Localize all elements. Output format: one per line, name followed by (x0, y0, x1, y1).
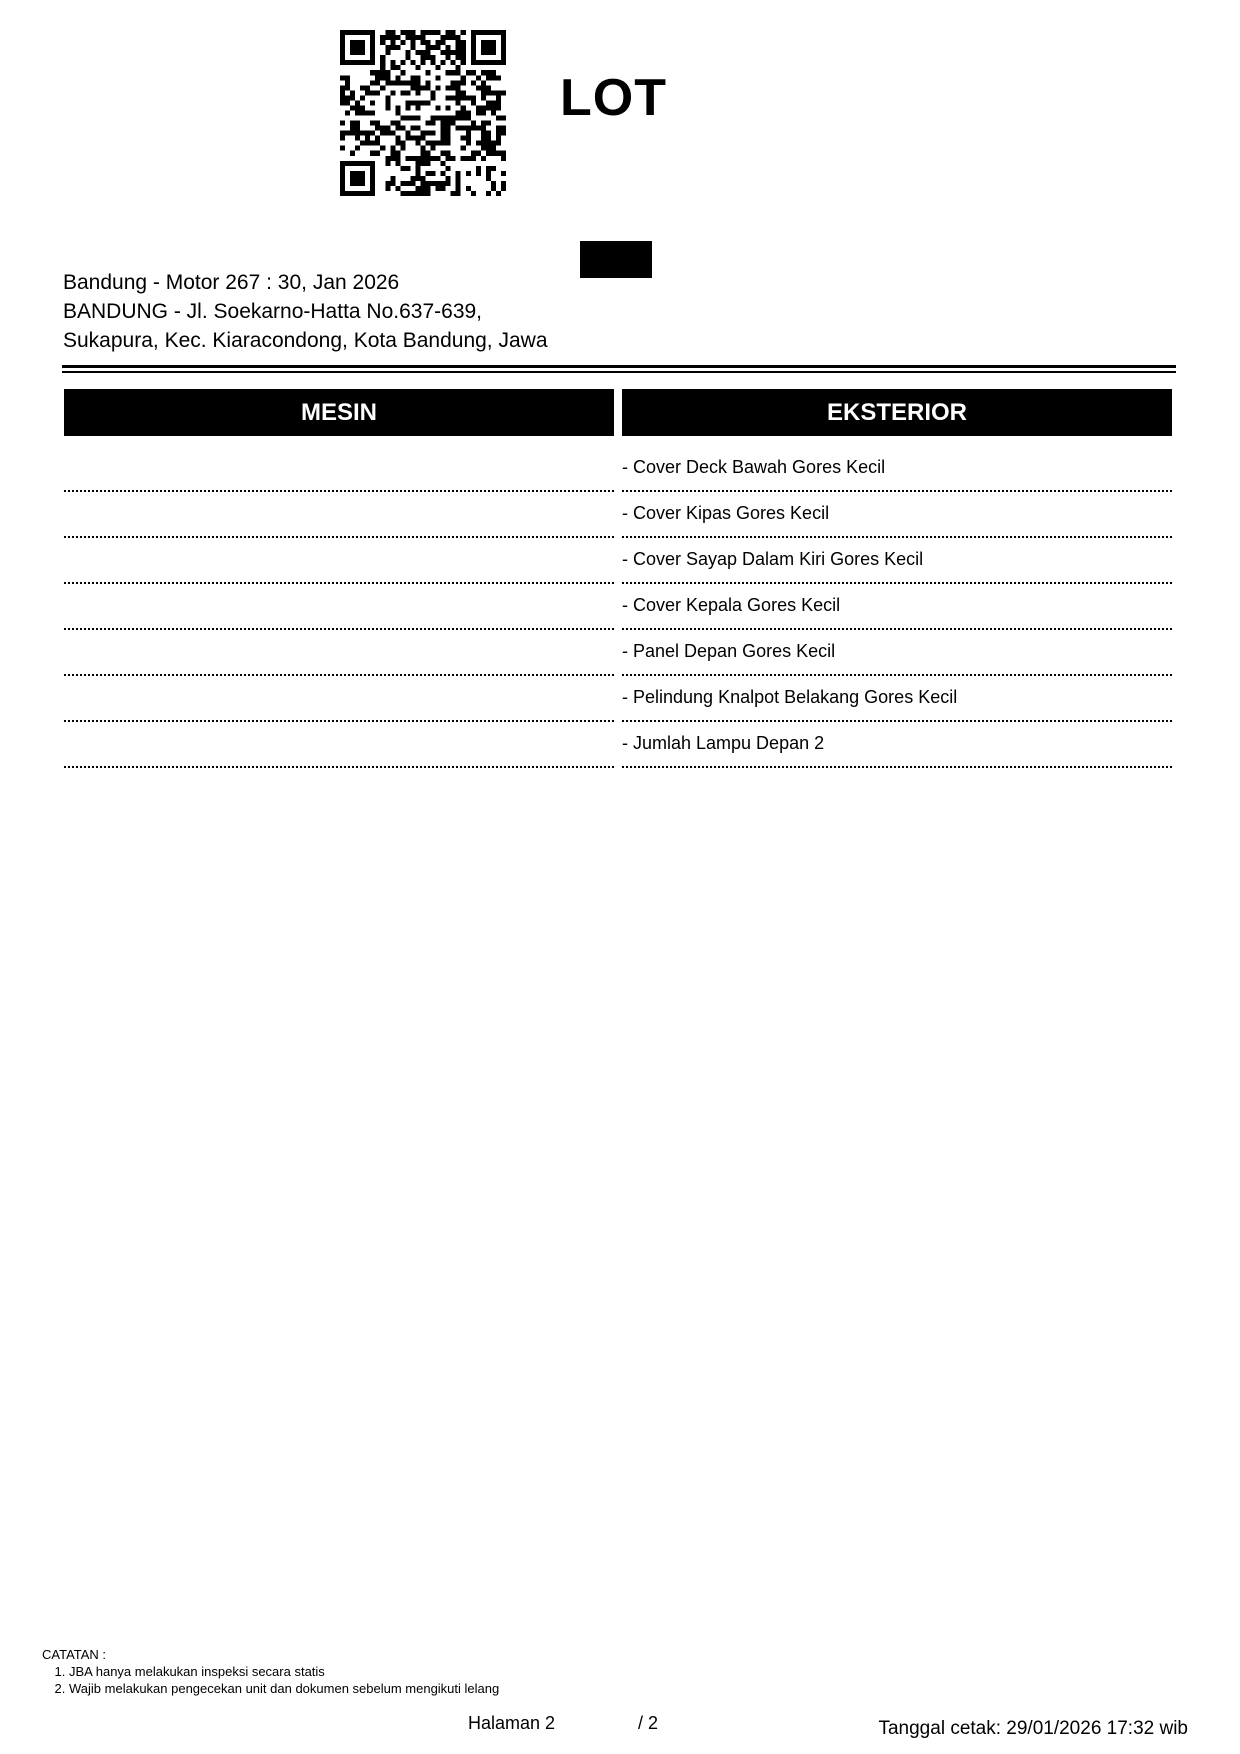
eksterior-row (622, 446, 1172, 492)
print-date: Tanggal cetak: 29/01/2026 17:32 wib (878, 1718, 1188, 1739)
eksterior-header: EKSTERIOR (622, 389, 1172, 436)
eksterior-row-text: - Pelindung Knalpot Belakang Gores Kecil (622, 687, 958, 707)
eksterior-row (622, 722, 1172, 768)
notes-heading: CATATAN : (42, 1647, 107, 1662)
lot-number-redacted (580, 241, 652, 278)
note-item: 2. Wajib melakukan pengecekan unit dan dokumen sebelum mengikuti lelang (69, 1680, 499, 1697)
lot-title: LOT (560, 69, 667, 127)
mesin-header: MESIN (64, 389, 614, 436)
info-line-address-2: Sukapura, Kec. Kiaracondong, Kota Bandung, Jawa (63, 329, 548, 352)
header-divider (62, 365, 1176, 368)
note-item: 1. JBA hanya melakukan inspeksi secara statis (69, 1663, 499, 1680)
eksterior-row (622, 492, 1172, 538)
mesin-row (64, 584, 614, 630)
mesin-column (64, 389, 614, 768)
mesin-row (64, 446, 614, 492)
auction-info (63, 268, 548, 355)
eksterior-row (622, 584, 1172, 630)
mesin-row (64, 722, 614, 768)
eksterior-row (622, 538, 1172, 584)
notes-list (42, 1663, 499, 1697)
eksterior-row-text: - Jumlah Lampu Depan 2 (622, 733, 825, 753)
qr-code-icon (340, 30, 506, 196)
eksterior-row-text: - Cover Sayap Dalam Kiri Gores Kecil (622, 549, 924, 569)
eksterior-row-text: - Cover Kepala Gores Kecil (622, 595, 841, 615)
info-line-event: Bandung - Motor 267 : 30, Jan 2026 (63, 271, 400, 294)
mesin-row (64, 538, 614, 584)
eksterior-row-text: - Cover Deck Bawah Gores Kecil (622, 457, 886, 477)
eksterior-row-text: - Panel Depan Gores Kecil (622, 641, 836, 661)
header-divider-thin (62, 371, 1176, 373)
eksterior-row (622, 676, 1172, 722)
page-total: / 2 (638, 1713, 659, 1733)
eksterior-row (622, 630, 1172, 676)
eksterior-row-text: - Cover Kipas Gores Kecil (622, 503, 830, 523)
mesin-row (64, 492, 614, 538)
mesin-row (64, 676, 614, 722)
notes-section (42, 1646, 499, 1697)
info-line-address: BANDUNG - Jl. Soekarno-Hatta No.637-639, (63, 300, 483, 323)
mesin-row (64, 630, 614, 676)
eksterior-column (622, 389, 1172, 768)
page-number: Halaman 2 (468, 1713, 556, 1733)
